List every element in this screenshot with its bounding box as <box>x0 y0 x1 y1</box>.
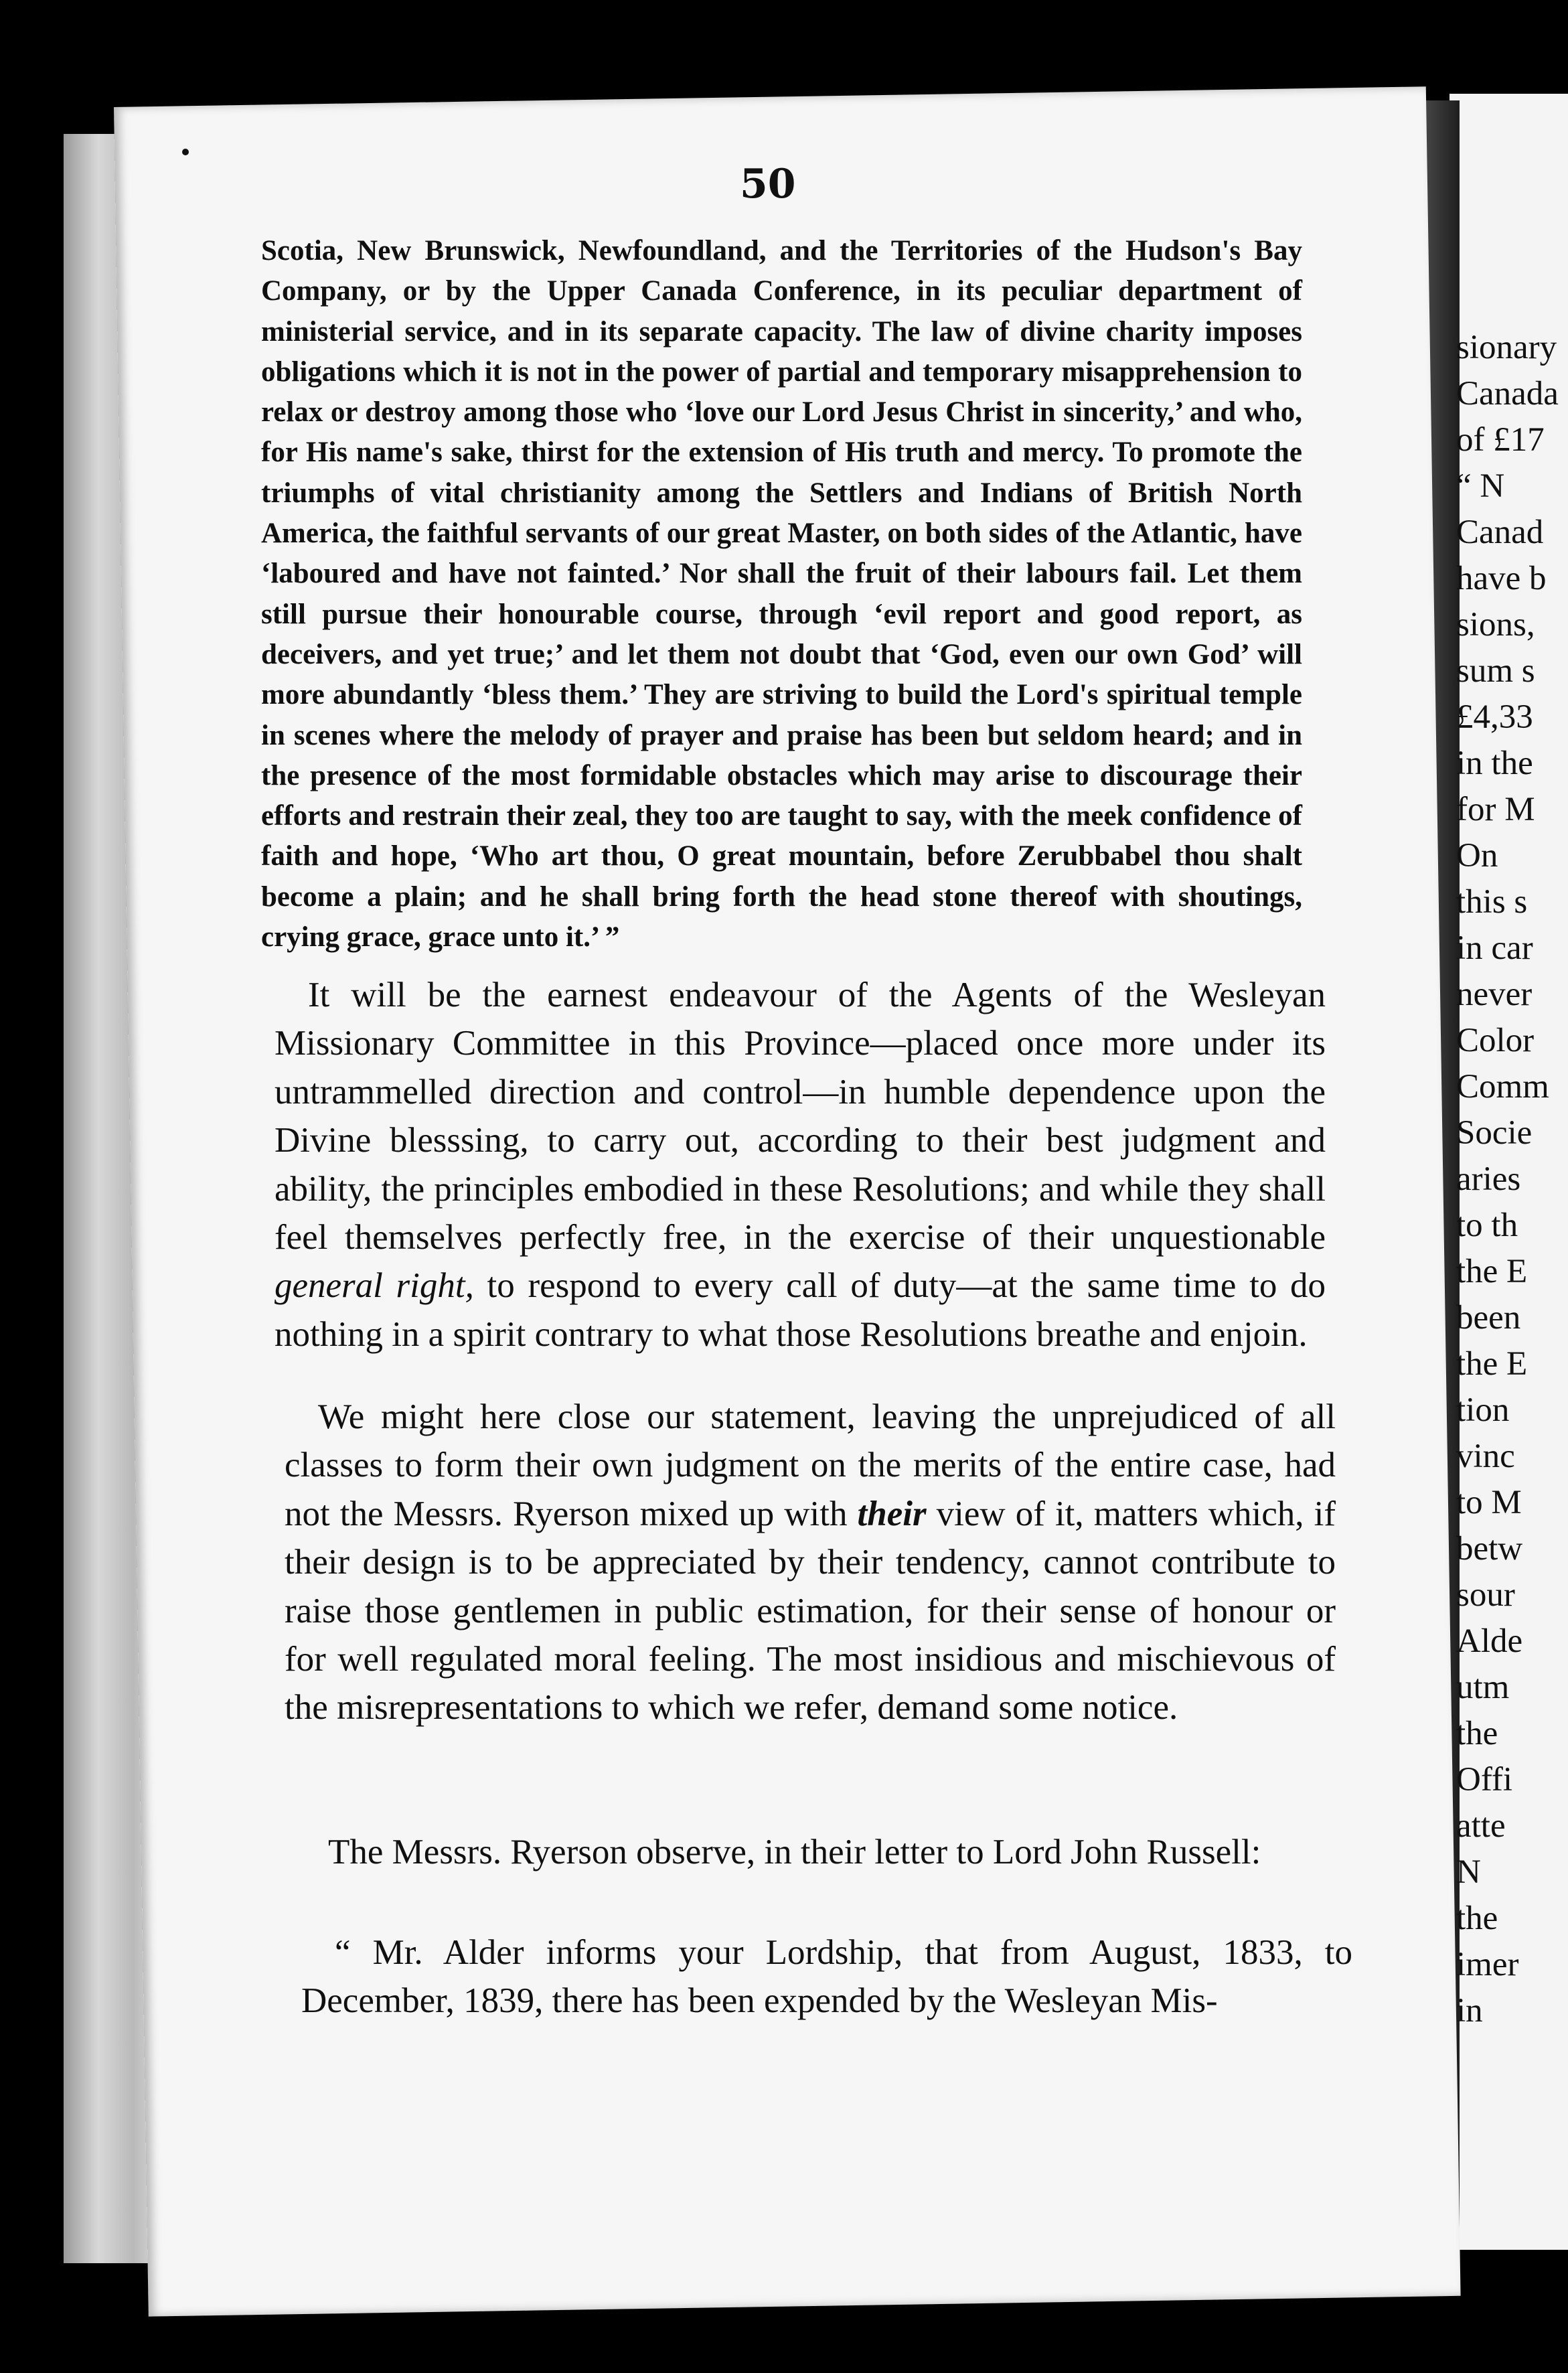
facing-page-line: in <box>1456 1992 1483 2030</box>
paragraph-1-text-before: It will be the earnest endeavour of the Agents of the Wesleyan Missionary Committee in this Province—placed once more under its untrammelled direction and control—in humble dependence upon the Divine blesssing, to carry out, according to their best judgment and ability, the principles embodied in these Resolutions; and while they shall feel themselves perfectly free, in the exercise of their unquestionable <box>275 976 1326 1257</box>
facing-page-line: this s <box>1456 883 1528 921</box>
facing-page-line: to th <box>1456 1207 1518 1244</box>
facing-page-line: tion <box>1456 1391 1510 1429</box>
facing-page-line: Color <box>1456 1022 1535 1059</box>
facing-page-line: aries <box>1456 1160 1521 1198</box>
facing-page-line: for M <box>1456 791 1535 828</box>
paragraph-1-text-after: to respond to every call of duty—at the same time to do nothing in a spirit contrary to what those Resolutions breathe and enjoin. <box>275 1266 1326 1354</box>
facing-page-line: in car <box>1456 929 1533 967</box>
facing-page-line: “ N <box>1456 467 1505 505</box>
quoted-resolution-text: Scotia, New Brunswick, Newfoundland, and the Territories of the Hudson's Bay Company, or by the Upper Canada Conference, in its peculiar department of ministerial service, and in its separate capacity. The law of divine charity imposes obligations which it is not in the power of partial and temporary misapprehension to relax or destroy among those who ‘love our Lord Jesus Christ in sincerity,’ and who, for His name's sake, thirst for the extension of His truth and mercy. To promote the triumphs of vital christianity among the Settlers and Indians of British North America, the faithful servants of our great Master, on both sides of the Atlantic, have ‘laboured and have not fainted.’ Nor shall the fruit of their labours fail. Let them still pursue their honourable course, through ‘evil report and good report, as deceivers, and yet true;’ and let them not doubt that ‘God, even our own God’ will more abundantly ‘bless them.’ They are striving to build the Lord's spiritual temple in scenes where the melody of prayer and praise has been but seldom heard; and in the presence of the most formidable obstacles which may arise to discourage their efforts and restrain their zeal, they too are taught to say, with the meek confidence of faith and hope, ‘Who art thou, O great mountain, before Zerubbabel thou shalt become a plain; and he shall bring forth the head stone thereof with shoutings, crying grace, grace unto it.’ ” <box>261 235 1302 953</box>
paragraph-2-text-after: view of it, matters which, if their design is to be appreciated by their tendency, cannot contribute to raise those gentlemen in public estimation, for their sense of honour or for well regulated moral feeling. The most insidious and mischievous of the misrepresentations to which we refer, demand some notice. <box>285 1494 1336 1728</box>
facing-page-line: £4,33 <box>1456 698 1533 736</box>
paragraph-2-text-before: We might here close our statement, leaving the unprejudiced of all classes to form their own judgment on the merits of the entire case, had not the Messrs. Ryerson mixed up with <box>285 1397 1336 1533</box>
ink-speck <box>182 149 189 155</box>
paragraph-2-italic: their <box>857 1494 927 1533</box>
paragraph-3-text: The Messrs. Ryerson observe, in their letter to Lord John Russell: <box>328 1833 1261 1871</box>
paragraph-1-italic: general right, <box>275 1266 474 1306</box>
facing-page-line: the E <box>1456 1345 1528 1383</box>
facing-page-line: Socie <box>1456 1114 1533 1152</box>
facing-page-line: have b <box>1456 560 1547 597</box>
facing-page-line: Comm <box>1456 1068 1549 1105</box>
facing-page-line: never <box>1456 976 1533 1013</box>
facing-page-line: Canad <box>1456 514 1544 551</box>
facing-page-line: Canada <box>1456 375 1559 412</box>
facing-page-line: the <box>1456 1900 1498 1937</box>
facing-page-line: utm <box>1456 1669 1510 1706</box>
facing-page-line: imer <box>1456 1946 1519 1983</box>
facing-page-line: N <box>1456 1853 1481 1891</box>
facing-page-line: the <box>1456 1715 1498 1752</box>
facing-page-line: atte <box>1456 1807 1506 1845</box>
facing-page-line: of £17 <box>1456 421 1545 459</box>
facing-page-line: sions, <box>1456 606 1535 643</box>
paragraph-close-statement <box>285 1393 1336 1732</box>
paragraph-agents-endeavour <box>275 971 1326 1359</box>
facing-page-line: the E <box>1456 1253 1528 1290</box>
facing-page-line: On <box>1456 837 1498 874</box>
facing-page-line: been <box>1456 1299 1521 1336</box>
facing-page-line: Offi <box>1456 1761 1513 1798</box>
facing-page-line: sionary <box>1456 329 1557 366</box>
page-number: 50 <box>740 161 796 208</box>
paragraph-ryerson-observe <box>295 1828 1346 1876</box>
facing-page-line: betw <box>1456 1530 1523 1567</box>
facing-page-line: sum s <box>1456 652 1535 690</box>
facing-page-line: vinc <box>1456 1438 1515 1475</box>
facing-page-text <box>1456 325 1568 2034</box>
facing-page-line: Alde <box>1456 1622 1523 1660</box>
facing-page-line: in the <box>1456 745 1533 782</box>
paragraph-alder-quote <box>301 1928 1352 2025</box>
facing-page-line: sour <box>1456 1576 1515 1614</box>
facing-page-line: to M <box>1456 1484 1522 1521</box>
paragraph-4-text: “ Mr. Alder informs your Lordship, that from August, 1833, to December, 1839, there has been expended by the Wesleyan Mis- <box>301 1933 1352 2021</box>
